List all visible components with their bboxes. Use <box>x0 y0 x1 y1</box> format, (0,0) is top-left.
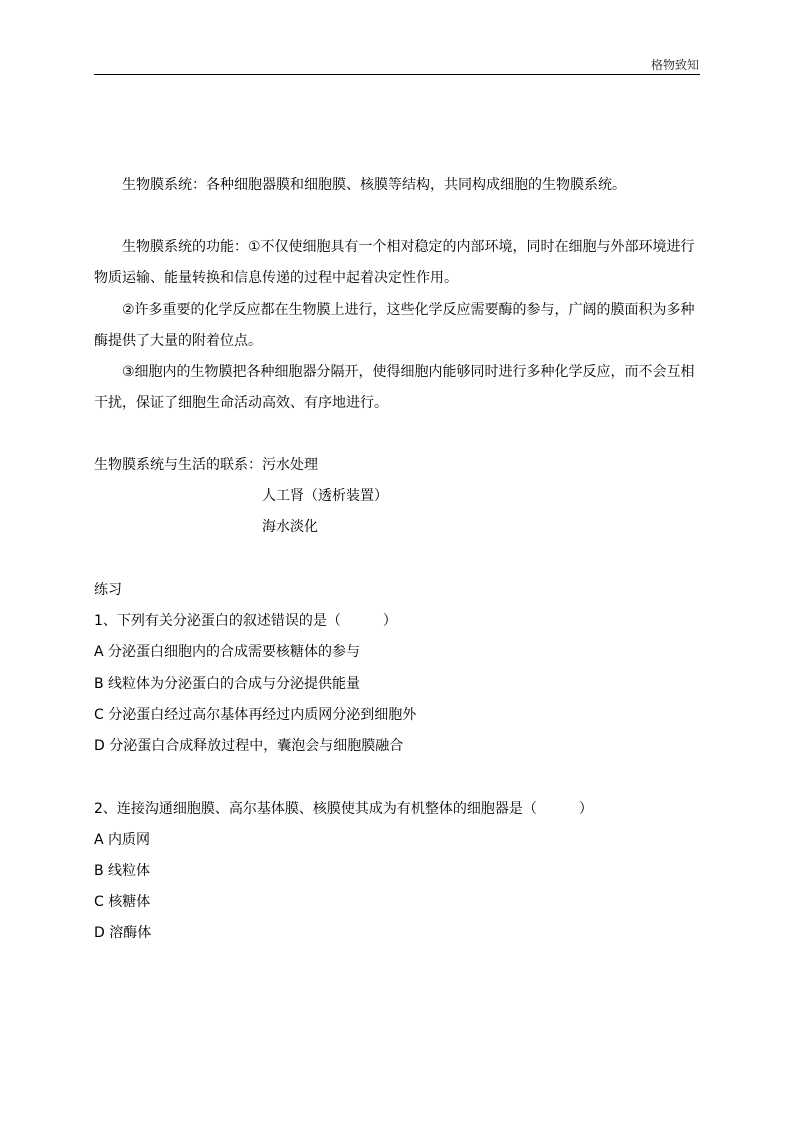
question-2-option-d: D 溶酶体 <box>94 925 152 941</box>
question-2-stem: 2、连接沟通细胞膜、高尔基体膜、核膜使其成为有机整体的细胞器是（ ） <box>94 801 593 817</box>
question-2-option-b: B 线粒体 <box>94 863 151 879</box>
function-paragraph-1-line-1: 生物膜系统的功能：①不仅使细胞具有一个相对稳定的内部环境，同时在细胞与外部环境进行 <box>122 239 695 255</box>
question-2-option-a: A 内质网 <box>94 832 151 848</box>
question-1-option-a: A 分泌蛋白细胞内的合成需要核糖体的参与 <box>94 644 361 660</box>
question-1-option-d: D 分泌蛋白合成释放过程中，囊泡会与细胞膜融合 <box>94 738 404 754</box>
membrane-definition: 生物膜系统：各种细胞器膜和细胞膜、核膜等结构，共同构成细胞的生物膜系统。 <box>122 177 626 193</box>
question-1-option-b: B 线粒体为分泌蛋白的合成与分泌提供能量 <box>94 676 361 692</box>
question-2-option-c: C 核糖体 <box>94 894 151 910</box>
function-paragraph-1-line-2: 物质运输、能量转换和信息传递的过程中起着决定性作用。 <box>94 270 458 286</box>
life-link-line-1: 生物膜系统与生活的联系：污水处理 <box>94 457 318 473</box>
question-1-stem: 1、下列有关分泌蛋白的叙述错误的是（ ） <box>94 613 397 629</box>
function-paragraph-3-line-1: ③细胞内的生物膜把各种细胞器分隔开，使得细胞内能够同时进行多种化学反应，而不会互相 <box>122 364 695 380</box>
life-link-line-2: 人工肾（透析装置） <box>262 488 388 504</box>
life-link-line-3: 海水淡化 <box>262 519 318 535</box>
header-brand: 格物致知 <box>650 58 699 72</box>
function-paragraph-2-line-1: ②许多重要的化学反应都在生物膜上进行，这些化学反应需要酶的参与，广阔的膜面积为多种 <box>122 302 695 318</box>
header-divider <box>94 74 700 75</box>
function-paragraph-3-line-2: 干扰，保证了细胞生命活动高效、有序地进行。 <box>94 395 388 411</box>
exercise-title: 练习 <box>94 582 122 598</box>
function-paragraph-2-line-2: 酶提供了大量的附着位点。 <box>94 333 262 349</box>
question-1-option-c: C 分泌蛋白经过高尔基体再经过内质网分泌到细胞外 <box>94 707 417 723</box>
